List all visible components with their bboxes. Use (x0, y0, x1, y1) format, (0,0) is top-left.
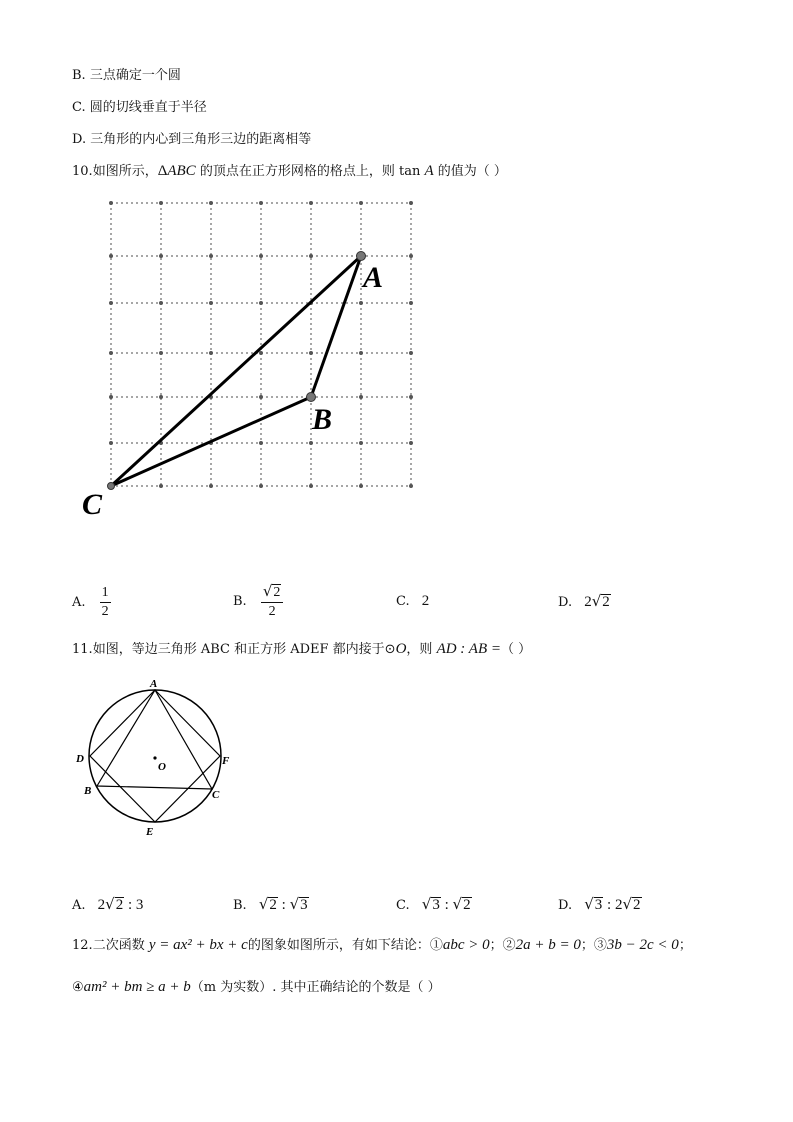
q10-number: 10. (72, 164, 93, 179)
grid-point (359, 351, 363, 355)
circle-symbol: ⊙ (384, 642, 396, 657)
q12-stem-line-1 (72, 936, 692, 955)
vertex-c-point (108, 483, 115, 490)
q10-option-d: D. 2√2 (558, 592, 610, 610)
q9-option-b: B. 三点确定一个圆 (72, 68, 181, 83)
center-point (153, 756, 156, 759)
numerator: √2 (261, 582, 284, 603)
q10-option-c-letter: C. (396, 594, 410, 609)
separator-3: ； (678, 938, 692, 953)
label-o: O (158, 761, 166, 773)
label-d: D (76, 753, 84, 765)
grid-point (359, 441, 363, 445)
q10-option-d-radicand: 2 (602, 594, 610, 610)
label-a: A (150, 678, 158, 690)
q12-number: 12. (72, 938, 93, 953)
grid-point (409, 395, 413, 399)
grid-point (109, 201, 113, 205)
grid-point (359, 201, 363, 205)
radicand-2: 2 (463, 897, 471, 913)
circle-name: O (395, 641, 407, 657)
grid-point (209, 351, 213, 355)
q10-option-b (233, 582, 283, 621)
vertex-b-point (307, 393, 316, 402)
q11-option-a: A. 2√2 : 3 (72, 895, 144, 913)
separator-1: ；② (489, 938, 516, 953)
q11-option-c: C. √3 : √2 (396, 895, 471, 913)
ratio-rest: : 3 (124, 897, 144, 913)
grid-point (109, 254, 113, 258)
q11-circle-figure (70, 672, 240, 844)
q12-conclusion-2: 2a + b = 0 (515, 937, 581, 953)
q12-stem-text-2: 的图象如图所示，有如下结论：① (247, 938, 443, 953)
q12-stem-text-3: （m 为实数）. 其中正确结论的个数是（ ） (190, 980, 441, 995)
grid-point (109, 441, 113, 445)
grid-point (109, 395, 113, 399)
grid-point (409, 301, 413, 305)
grid-point (159, 201, 163, 205)
grid-point (209, 201, 213, 205)
grid-point (409, 201, 413, 205)
circumcircle (89, 690, 221, 822)
q10-option-c-value: 2 (421, 593, 430, 609)
q12-conclusion-3: 3b − 2c < 0 (606, 937, 679, 953)
q11-option-b-letter: B. (233, 898, 247, 913)
grid-point (309, 254, 313, 258)
side-bc (111, 397, 311, 486)
grid-point (309, 201, 313, 205)
grid-point (359, 301, 363, 305)
radicand-1: 2 (269, 897, 277, 913)
q10-option-a-letter: A. (72, 595, 86, 610)
grid-point (159, 254, 163, 258)
grid-point (259, 441, 263, 445)
q11-number: 11. (72, 642, 93, 657)
vertex-a-label: A (363, 261, 384, 294)
denominator: 2 (101, 604, 109, 619)
grid-point (259, 484, 263, 488)
q10-stem-text-2: 的顶点在正方形网格的格点上，则 tan (195, 164, 425, 179)
q10-option-d-letter: D. (558, 595, 573, 610)
q11-stem-text-3: （ ） (500, 642, 532, 657)
radicand-2: 3 (300, 897, 308, 913)
q11-option-d-letter: D. (558, 898, 573, 913)
triangle-abc (111, 256, 361, 486)
label-b: B (84, 785, 92, 797)
q12-conclusion-4: am² + bm ≥ a + b (83, 979, 191, 995)
grid-point (409, 351, 413, 355)
grid-point (259, 351, 263, 355)
q10-option-a (72, 584, 111, 621)
grid-point (259, 301, 263, 305)
grid-point (209, 301, 213, 305)
q10-stem-text-3: 的值为（ ） (433, 164, 507, 179)
grid-point (309, 441, 313, 445)
grid-point (309, 351, 313, 355)
grid-point (159, 484, 163, 488)
label-f: F (222, 755, 230, 767)
square-adef (90, 690, 220, 822)
q11-stem-text-1: 如图，等边三角形 ABC 和正方形 ADEF 都内接于 (92, 642, 385, 657)
q10-option-c (396, 592, 429, 611)
numerator: 1 (100, 584, 111, 603)
radicand: 2 (273, 585, 281, 600)
q10-option-a-fraction (100, 584, 111, 621)
radicand-1: 3 (594, 897, 603, 913)
vertex-b-label: B (312, 403, 333, 436)
q10-delta-symbol: Δ (157, 163, 168, 179)
q11-option-c-letter: C. (396, 898, 410, 913)
vertex-a-point (357, 252, 366, 261)
coefficient: 2 (97, 897, 106, 913)
separator-2: ；③ (580, 938, 607, 953)
grid-point (409, 484, 413, 488)
radicand: 2 (115, 897, 124, 913)
separator: : 2 (603, 897, 623, 913)
grid-point (209, 254, 213, 258)
q12-conclusion-1: abc > 0 (442, 937, 490, 953)
q11-option-a-letter: A. (72, 898, 86, 913)
grid-point (109, 351, 113, 355)
grid-point (409, 254, 413, 258)
q10-stem (72, 162, 507, 181)
q11-option-b: B. √2 : √3 (233, 895, 308, 913)
q11-stem (72, 640, 531, 659)
grid-point (159, 351, 163, 355)
q11-option-d: D. √3 : 2√2 (558, 895, 641, 913)
q10-grid-figure (70, 190, 430, 530)
grid-point (209, 484, 213, 488)
radicand-1: 3 (432, 897, 440, 913)
radicand-2: 2 (633, 897, 641, 913)
grid-point (359, 484, 363, 488)
q10-option-b-fraction (261, 582, 284, 621)
label-e: E (146, 826, 154, 838)
q9-option-c: C. 圆的切线垂直于半径 (72, 100, 207, 115)
grid-point (259, 395, 263, 399)
grid-point (259, 254, 263, 258)
q10-angle-a: A (424, 163, 434, 179)
grid-point (359, 395, 363, 399)
grid-point (159, 395, 163, 399)
side-ca (111, 256, 361, 486)
q12-stem-line-2 (72, 978, 441, 997)
grid-point (309, 484, 313, 488)
q12-function: y = ax² + bx + c (148, 937, 248, 953)
q11-ratio: AD : AB = (436, 641, 501, 657)
q9-option-d: D. 三角形的内心到三角形三边的距离相等 (72, 132, 312, 147)
label-c: C (212, 789, 220, 801)
grid-point (259, 201, 263, 205)
separator: : (277, 897, 290, 913)
q10-option-b-letter: B. (233, 594, 247, 609)
q12-stem-text-1: 二次函数 (92, 938, 149, 953)
q10-triangle-name: ABC (167, 163, 196, 179)
vertex-c-label: C (82, 488, 103, 521)
grid-point (159, 301, 163, 305)
q11-stem-text-2: ，则 (406, 642, 437, 657)
q10-option-d-coef: 2 (584, 594, 592, 610)
q10-stem-text-1: 如图所示， (92, 164, 158, 179)
denominator: 2 (268, 604, 276, 619)
circled-four: ④ (72, 980, 84, 995)
separator: : (440, 897, 453, 913)
grid-point (109, 301, 113, 305)
grid-point (409, 441, 413, 445)
